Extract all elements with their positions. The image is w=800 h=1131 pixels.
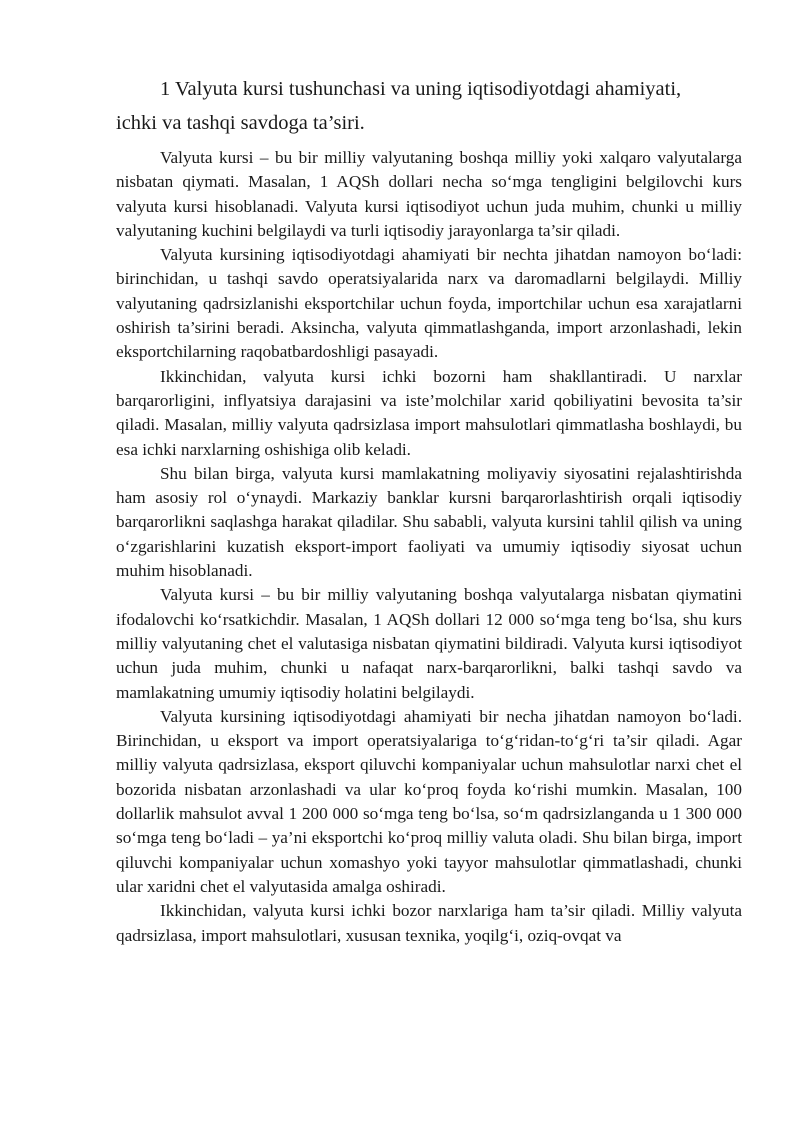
section-heading	[116, 72, 742, 140]
section-heading-line-2: ichki va tashqi savdoga ta’siri.	[116, 112, 365, 134]
paragraph-6: Valyuta kursining iqtisodiyotdagi ahamiyati bir necha jihatdan namoyon bo‘ladi. Birinchidan, u eksport va import operatsiyalariga to‘g‘ridan-to‘g‘ri ta’sir qiladi. Agar milliy valyuta qadrsizlasa, eksport qiluvchi kompaniyalar uchun mahsulotlar narxi chet el bozorida nisbatan arzonlashadi va ular ko‘proq foyda ko‘rishi mumkin. Masalan, 100 dollarlik mahsulot avval 1 200 000 so‘mga teng bo‘lsa, so‘m qadrsizlanganda u 1 300 000 so‘mga teng bo‘ladi – ya’ni eksportchi ko‘proq milliy valuta oladi. Shu bilan birga, import qiluvchi kompaniyalar uchun xomashyo yoki tayyor mahsulotlar qimmatlashadi, chunki ular xaridni chet el valyutasida amalga oshiradi.	[116, 706, 742, 896]
document-page	[116, 72, 742, 948]
paragraph-2: Valyuta kursining iqtisodiyotdagi ahamiyati bir nechta jihatdan namoyon bo‘ladi: birinchidan, u tashqi savdo operatsiyalarida narx va daromadlarni belgilaydi. Milliy valyutaning qadrsizlanishi eksportchilar uchun foyda, importchilar uchun esa xarajatlarni oshirish ta’sirini beradi. Aksincha, valyuta qimmatlashganda, import arzonlashadi, lekin eksportchilarning raqobatbardoshligi pasayadi.	[116, 245, 742, 362]
paragraph-5: Valyuta kursi – bu bir milliy valyutaning boshqa valyutalarga nisbatan qiymatini ifodalovchi ko‘rsatkichdir. Masalan, 1 AQSh dollari 12 000 so‘mga teng bo‘lsa, shu kurs milliy valyutaning chet el valutasiga nisbatan qiymatini bildiradi. Valyuta kursi iqtisodiyot uchun juda muhim, chunki u nafaqat narx-barqarorlikni, balki tashqi savdo va mamlakatning umumiy iqtisodiy holatini belgilaydi.	[116, 585, 742, 702]
paragraph-3: Ikkinchidan, valyuta kursi ichki bozorni ham shakllantiradi. U narxlar barqarorligini, inflyatsiya darajasini va iste’molchilar xarid qobiliyatini bevosita ta’sir qiladi. Masalan, milliy valyuta qadrsizlasa import mahsulotlari qimmatlasha boshlaydi, bu esa ichki narxlarning oshishiga olib keladi.	[116, 366, 742, 459]
paragraph-1: Valyuta kursi – bu bir milliy valyutaning boshqa milliy yoki xalqaro valyutalarga nisbatan qiymati. Masalan, 1 AQSh dollari necha so‘mga tengligini belgilovchi kurs valyuta kursi hisoblanadi. Valyuta kursi iqtisodiyot uchun juda muhim, chunki u milliy valyutaning kuchini belgilaydi va turli iqtisodiy jarayonlarga ta’sir qiladi.	[116, 148, 742, 240]
section-heading-line-1: 1 Valyuta kursi tushunchasi va uning iqtisodiyotdagi ahamiyati,	[160, 78, 682, 100]
paragraph-4: Shu bilan birga, valyuta kursi mamlakatning moliyaviy siyosatini rejalashtirishda ham asosiy rol o‘ynaydi. Markaziy banklar kursni barqarorlashtirish orqali iqtisodiy barqarorlikni saqlashga harakat qiladilar. Shu sababli, valyuta kursini tahlil qilish va uning o‘zgarishlarini kuzatish eksport-import faoliyati va umumiy iqtisodiy siyosat uchun muhim hisoblanadi.	[116, 463, 742, 581]
paragraph-7: Ikkinchidan, valyuta kursi ichki bozor narxlariga ham ta’sir qiladi. Milliy valyuta qadrsizlasa, import mahsulotlari, xususan texnika, yoqilg‘i, oziq-ovqat va	[116, 901, 742, 945]
